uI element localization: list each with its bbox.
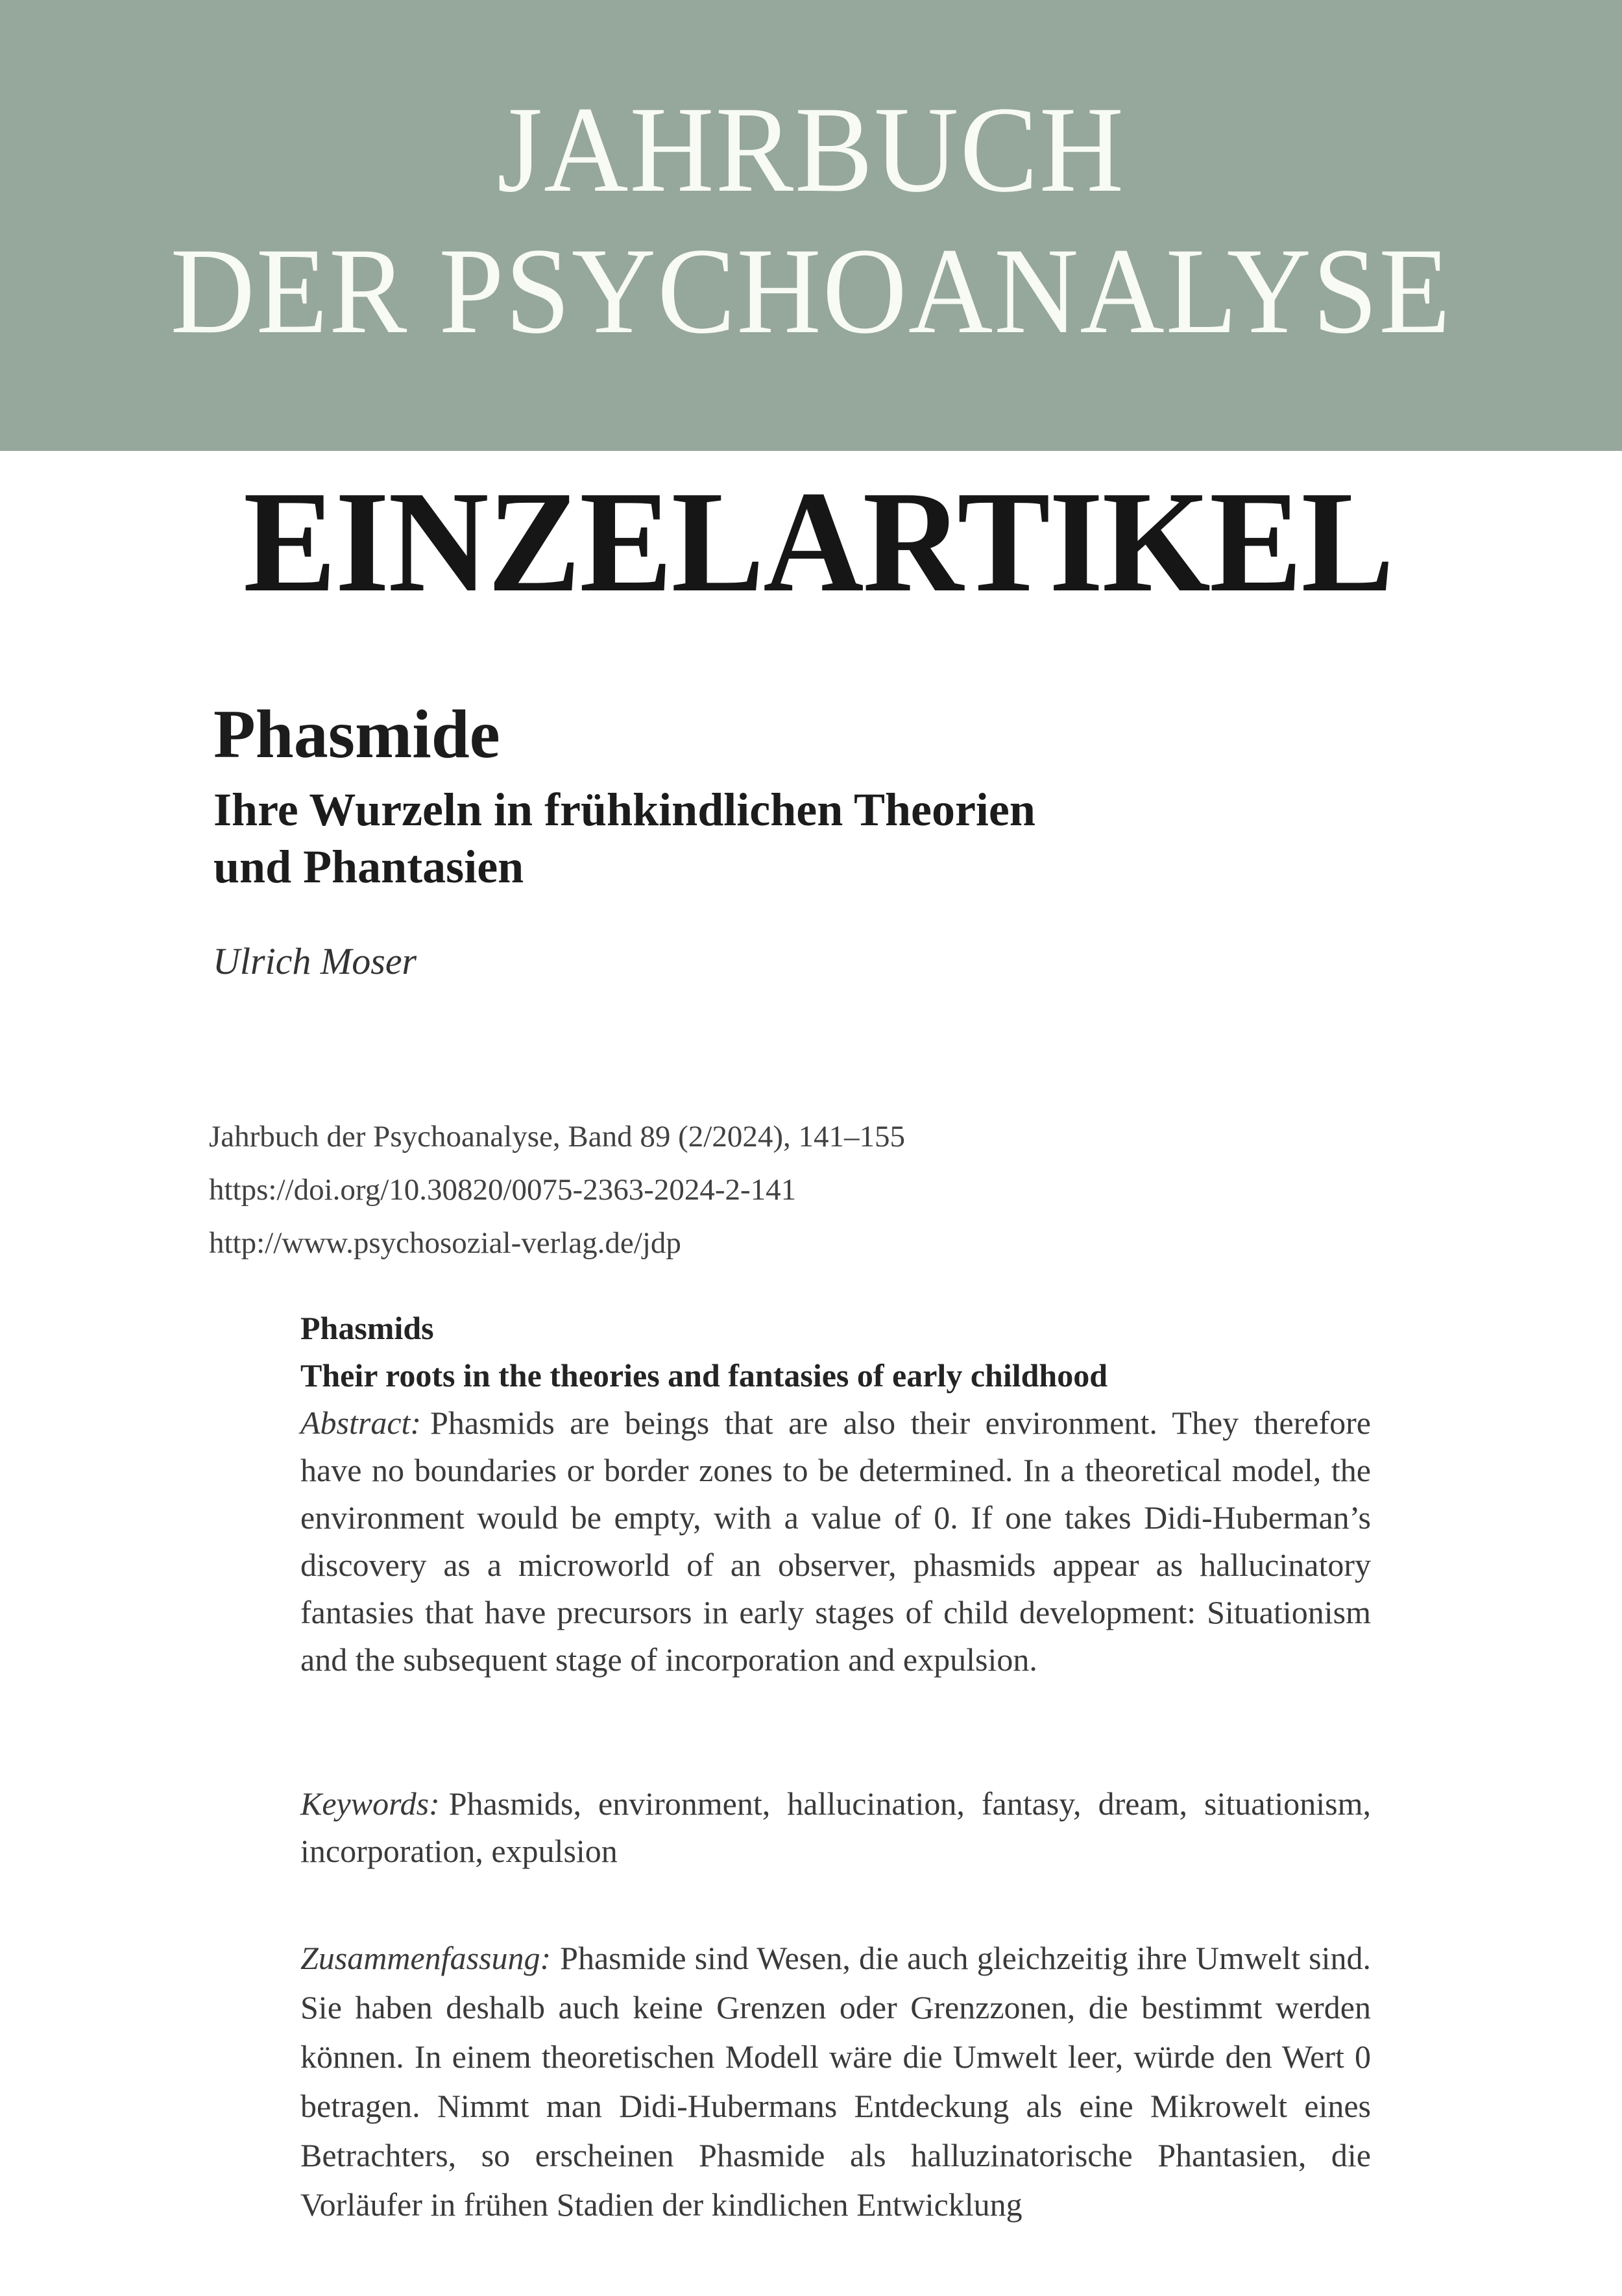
abstract-label: Abstract:: [300, 1405, 422, 1441]
summary-label: Zusammenfassung:: [300, 1940, 551, 1976]
citation-line: Jahrbuch der Psychoanalyse, Band 89 (2/2024), 141–155: [209, 1120, 905, 1154]
article-subtitle-line2: und Phantasien: [213, 841, 524, 893]
citation-block: [209, 1110, 905, 1270]
summary-paragraph: [300, 1933, 1371, 2229]
masthead-banner: [0, 0, 1622, 451]
journal-title: [41, 79, 1582, 362]
journal-title-line2: DER PSYCHOANALYSE: [170, 223, 1452, 359]
english-title: Phasmids: [300, 1310, 434, 1346]
keywords-text: Phasmids, environment, hallucination, fantasy, dream, situationism, incorporation, expulsion: [300, 1785, 1371, 1869]
keywords-label: Keywords:: [300, 1785, 440, 1822]
journal-title-line1: JAHRBUCH: [496, 82, 1126, 218]
doi-url: https://doi.org/10.30820/0075-2363-2024-2-141: [209, 1173, 797, 1207]
keywords-paragraph: [300, 1780, 1371, 1875]
english-subtitle: Their roots in the theories and fantasies of early childhood: [300, 1357, 1108, 1394]
publisher-url: http://www.psychosozial-verlag.de/jdp: [209, 1226, 681, 1260]
section-title: EINZELARTIKEL: [243, 461, 1394, 622]
article-subtitle-line1: Ihre Wurzeln in frühkindlichen Theorien: [213, 784, 1035, 836]
author-name: Ulrich Moser: [213, 940, 417, 982]
summary-text: Phasmide sind Wesen, die auch gleichzeitig ihre Umwelt sind. Sie haben deshalb auch keine Grenzen oder Grenzzonen, die bestimmt werden können. In einem theoretischen Modell wäre die Umwelt leer, würde den Wert 0 betragen. Nimmt man Didi-Hubermans Entdeckung als eine Mikrowelt eines Betrachters, so erscheinen Phasmide als halluzinatorische Phantasien, die Vorläufer in frühen Stadien der kindlichen Entwicklung: [300, 1940, 1371, 2223]
english-abstract-section: [300, 1305, 1371, 1684]
keywords-section: [300, 1780, 1371, 1875]
article-subtitle: [213, 781, 1035, 895]
abstract-paragraph: [300, 1399, 1371, 1684]
abstract-text: Phasmids are beings that are also their environment. They therefore have no boundaries or border zones to be determined. In a theoretical model, the environment would be empty, with a value of 0. If one takes Didi-Huberman’s discovery as a microworld of an observer, phasmids appear as hallucinatory fantasies that have precursors in early stages of child development: Situationism and the subsequent stage of incorporation and expulsion.: [300, 1405, 1371, 1678]
article-title: Phasmide: [213, 696, 500, 772]
german-summary-section: [300, 1933, 1371, 2229]
